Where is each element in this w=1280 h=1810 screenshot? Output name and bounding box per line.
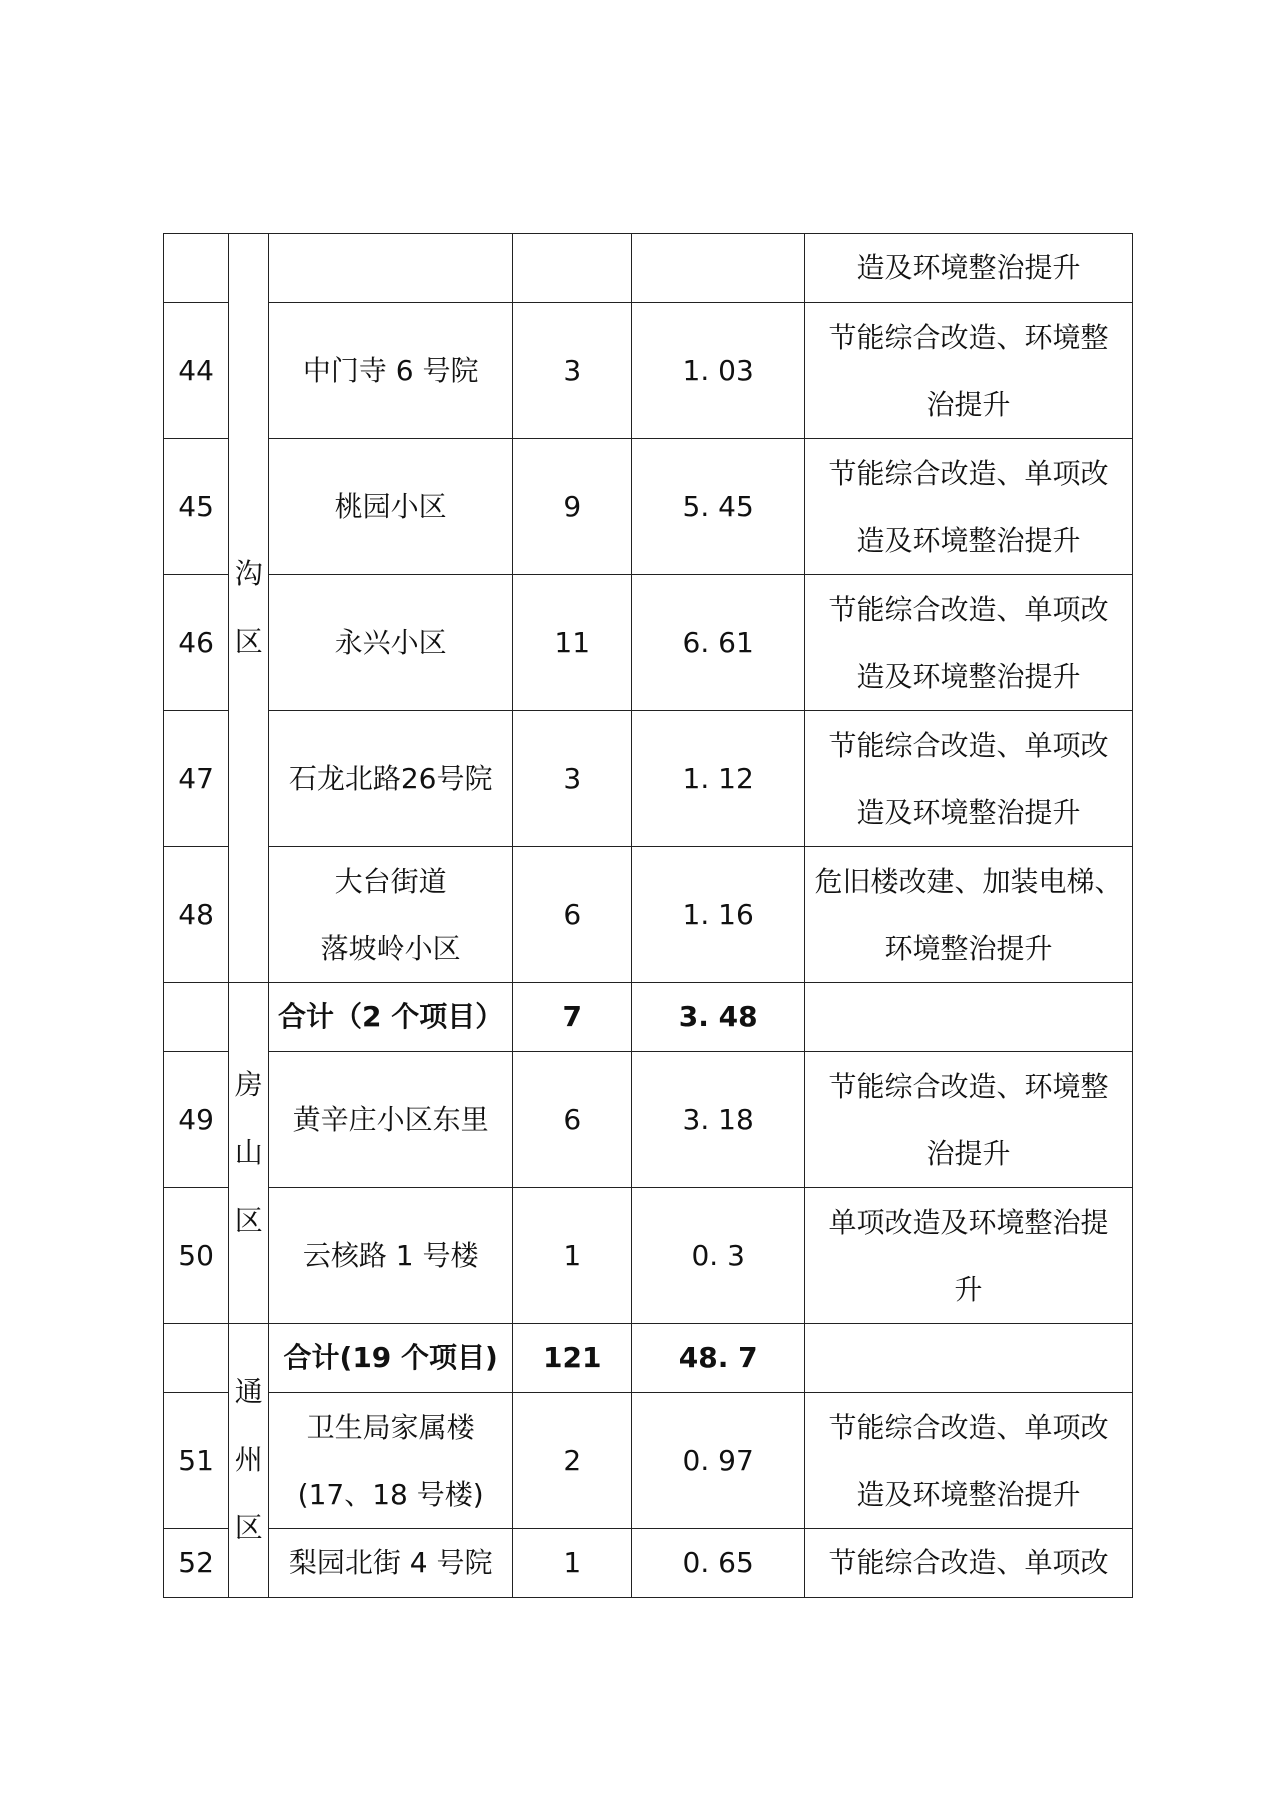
table-row [164,1052,1133,1188]
table-row [164,1188,1133,1324]
cell-name: 合计（2 个项目） [269,983,513,1052]
cell-no: 46 [164,575,229,711]
cell-buildings: 3 [513,711,632,847]
cell-type [804,711,1132,847]
type-line: 造及环境整治提升 [856,1477,1081,1511]
cell-no [164,1324,229,1393]
cell-type: 节能综合改造、单项改 [804,1529,1132,1598]
cell-no [164,234,229,303]
cell-area: 6. 61 [632,575,805,711]
cell-no: 47 [164,711,229,847]
type-line: 造及环境整治提升 [856,659,1081,693]
cell-type [804,439,1132,575]
table-row [164,711,1133,847]
table-row [164,1529,1133,1598]
type-line: 造及环境整治提升 [856,523,1081,557]
cell-name [269,847,513,983]
cell-name: 合计(19 个项目) [269,1324,513,1393]
district-cell-fangshan [229,983,269,1324]
name-line: 大台街道 [334,864,447,898]
cell-type [804,1324,1132,1393]
cell-name: 云核路 1 号楼 [269,1188,513,1324]
district-char: 通 [234,1375,263,1408]
cell-type [804,575,1132,711]
cell-no: 48 [164,847,229,983]
cell-type [804,847,1132,983]
cell-type: 造及环境整治提升 [804,234,1132,303]
table-row-total [164,1324,1133,1393]
cell-type [804,983,1132,1052]
table-row [164,1393,1133,1529]
cell-no: 44 [164,303,229,439]
type-line: 节能综合改造、环境整 [828,1069,1109,1103]
cell-type [804,1052,1132,1188]
table-row [164,847,1133,983]
type-line: 节能综合改造、单项改 [828,592,1109,626]
district-cell-mentougou [229,234,269,983]
district-char: 区 [234,625,263,658]
cell-name: 中门寺 6 号院 [269,303,513,439]
district-char: 区 [234,1511,263,1544]
cell-buildings: 9 [513,439,632,575]
table-row [164,575,1133,711]
cell-name: 永兴小区 [269,575,513,711]
cell-buildings: 121 [513,1324,632,1393]
cell-name: 梨园北街 4 号院 [269,1529,513,1598]
project-table [163,233,1133,1598]
district-char: 山 [234,1136,263,1169]
cell-buildings: 6 [513,1052,632,1188]
district-char: 沟 [234,557,263,590]
cell-name [269,1393,513,1529]
cell-buildings: 1 [513,1188,632,1324]
cell-area: 3. 48 [632,983,805,1052]
cell-name: 桃园小区 [269,439,513,575]
name-line: 落坡岭小区 [320,931,461,965]
cell-no: 50 [164,1188,229,1324]
cell-area: 0. 3 [632,1188,805,1324]
cell-area: 0. 65 [632,1529,805,1598]
type-line: 节能综合改造、环境整 [828,320,1109,354]
cell-no: 52 [164,1529,229,1598]
district-char: 州 [234,1443,263,1476]
type-line: 节能综合改造、单项改 [828,456,1109,490]
type-line: 造及环境整治提升 [856,795,1081,829]
district-cell-tongzhou [229,1324,269,1598]
type-line: 升 [954,1272,983,1306]
cell-name: 黄辛庄小区东里 [269,1052,513,1188]
cell-area: 3. 18 [632,1052,805,1188]
type-line: 治提升 [926,1136,1011,1170]
cell-area: 1. 12 [632,711,805,847]
table-row [164,439,1133,575]
cell-no: 45 [164,439,229,575]
cell-no: 51 [164,1393,229,1529]
type-line: 治提升 [926,387,1011,421]
cell-area: 1. 03 [632,303,805,439]
cell-buildings: 6 [513,847,632,983]
cell-buildings: 11 [513,575,632,711]
cell-type [804,1393,1132,1529]
cell-buildings: 1 [513,1529,632,1598]
cell-name [269,234,513,303]
cell-no: 49 [164,1052,229,1188]
table-row [164,303,1133,439]
cell-area: 48. 7 [632,1324,805,1393]
cell-name: 石龙北路26号院 [269,711,513,847]
cell-buildings: 2 [513,1393,632,1529]
district-char: 区 [234,1204,263,1237]
cell-buildings [513,234,632,303]
table-row-total [164,983,1133,1052]
table-row-continuation [164,234,1133,303]
name-line: 卫生局家属楼 [306,1410,475,1444]
type-line: 危旧楼改建、加装电梯、 [814,864,1123,898]
cell-area [632,234,805,303]
cell-buildings: 7 [513,983,632,1052]
cell-area: 5. 45 [632,439,805,575]
name-line: (17、18 号楼) [297,1477,484,1511]
cell-type [804,1188,1132,1324]
cell-buildings: 3 [513,303,632,439]
cell-no [164,983,229,1052]
cell-type [804,303,1132,439]
type-line: 节能综合改造、单项改 [828,728,1109,762]
type-line: 环境整治提升 [884,931,1053,965]
type-line: 节能综合改造、单项改 [828,1410,1109,1444]
district-char: 房 [234,1068,263,1101]
cell-area: 0. 97 [632,1393,805,1529]
type-line: 单项改造及环境整治提 [828,1205,1109,1239]
cell-area: 1. 16 [632,847,805,983]
